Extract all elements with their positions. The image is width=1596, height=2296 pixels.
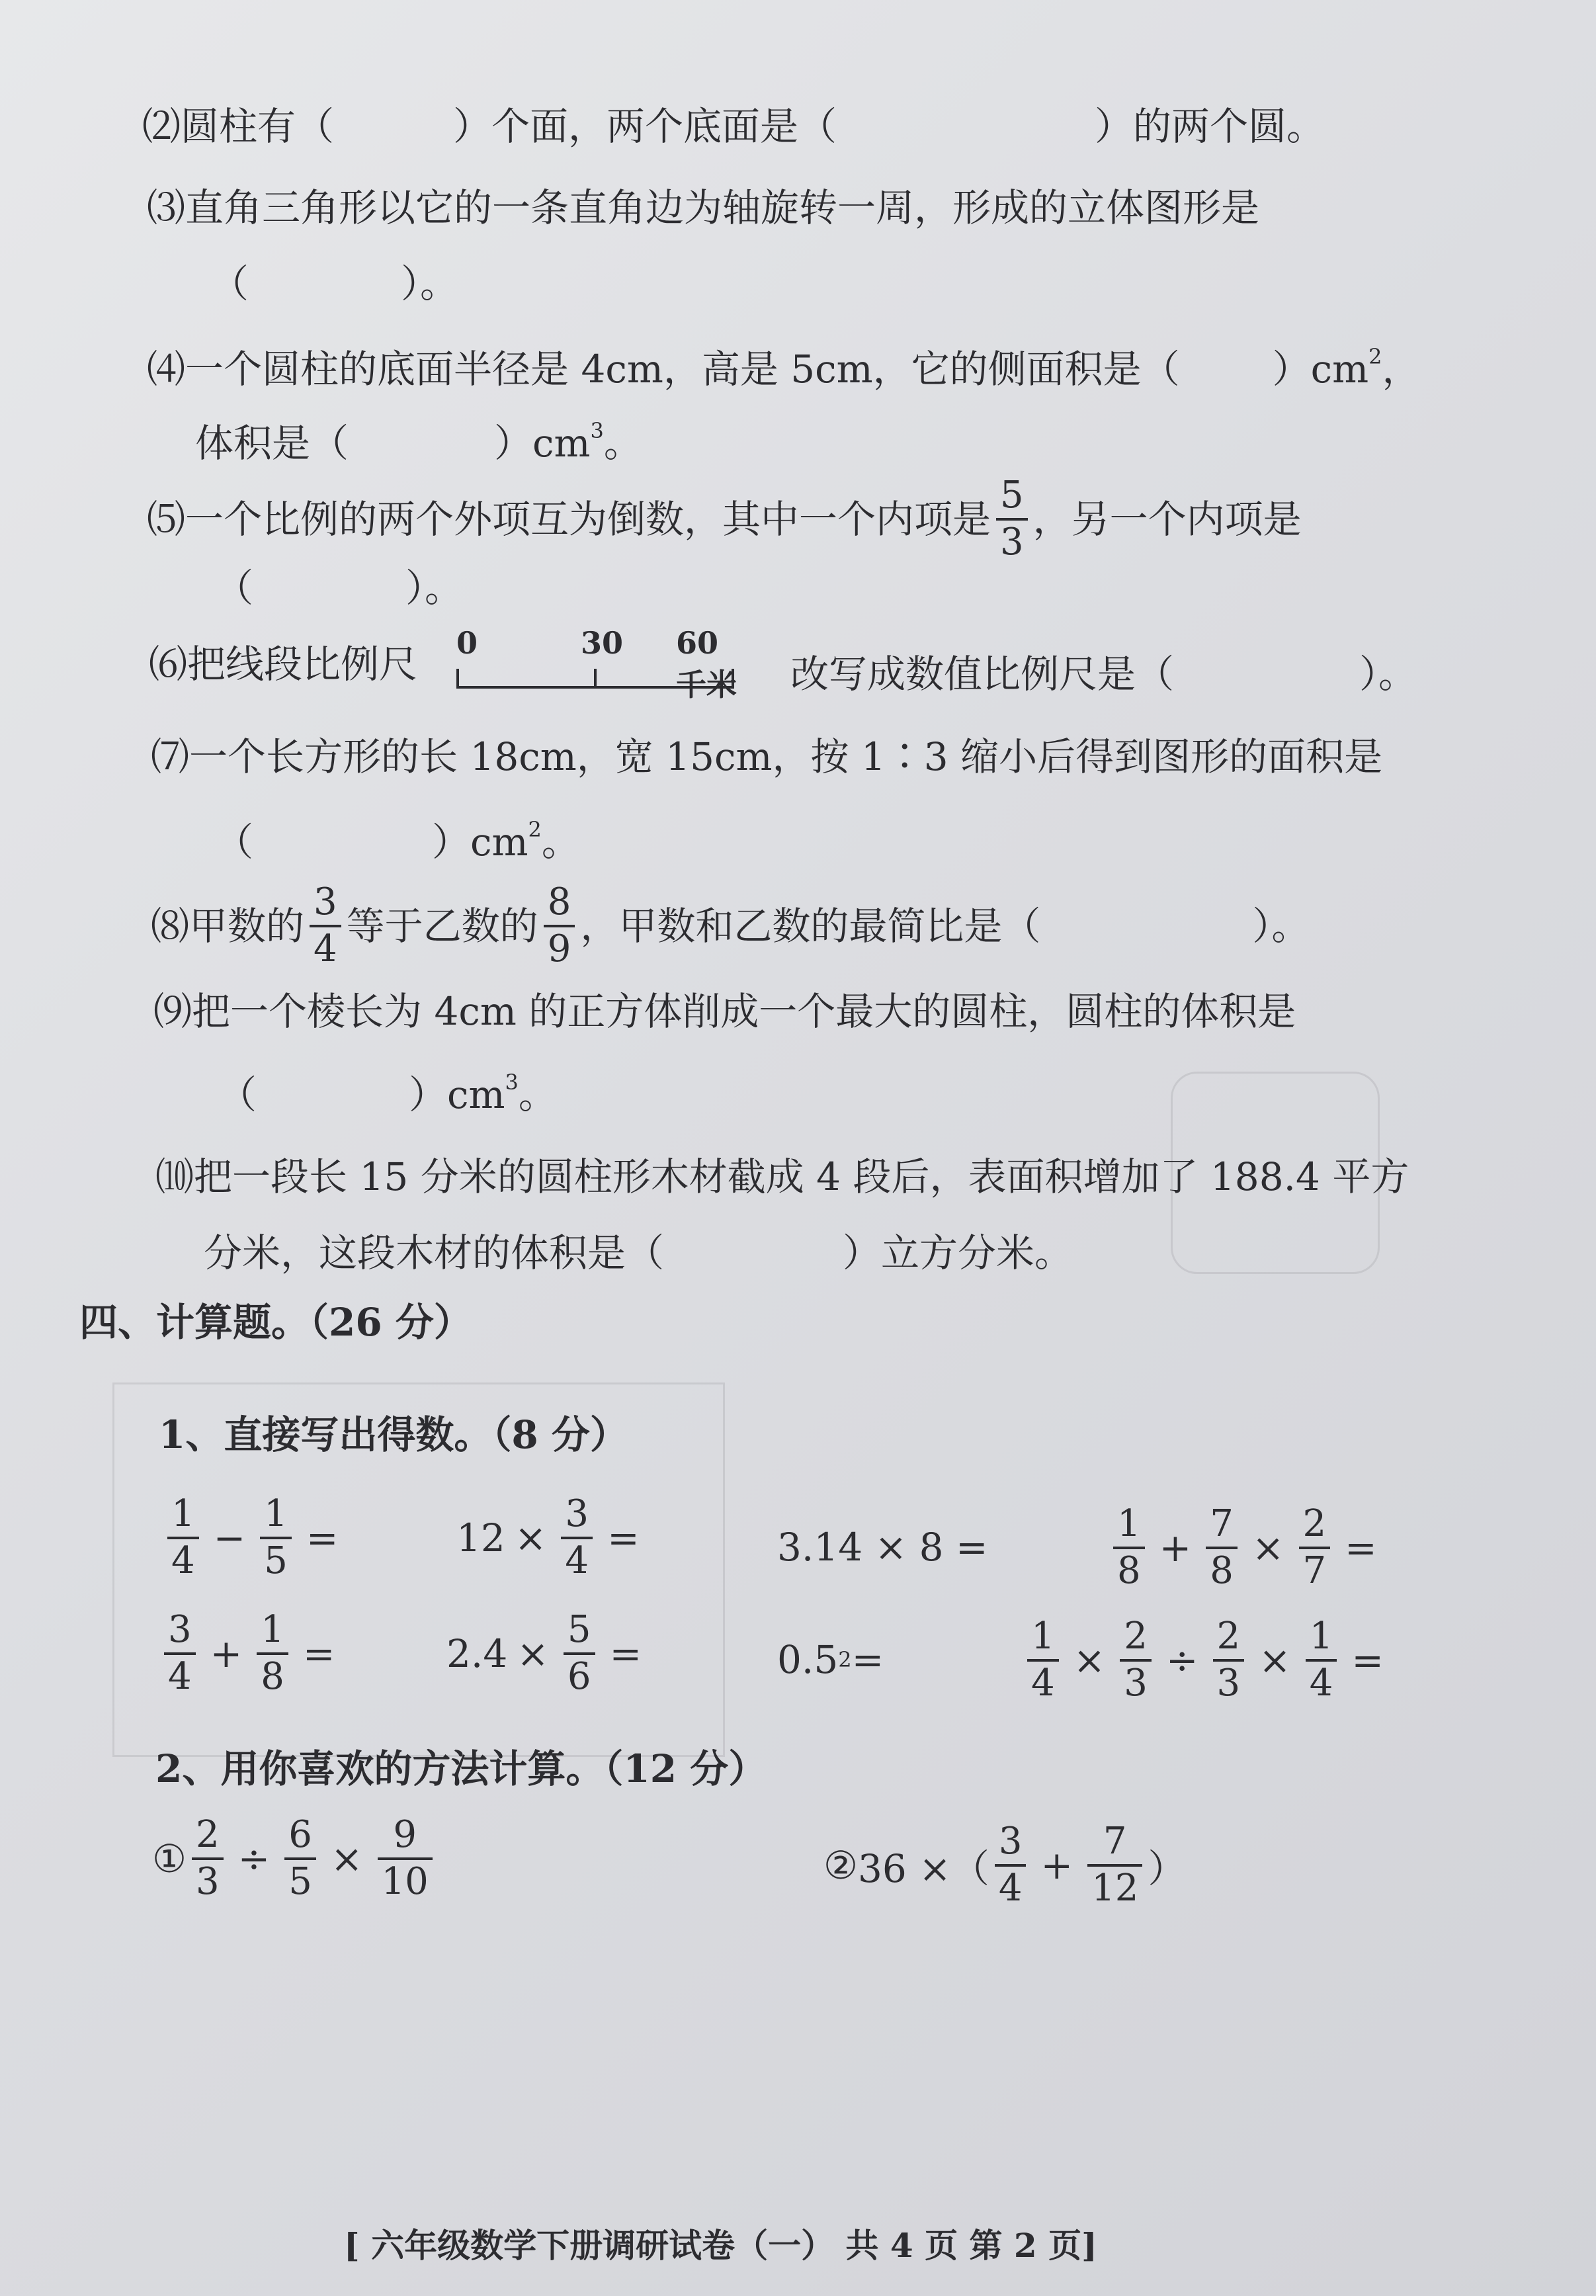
page-footer: [ 六年级数学下册调研试卷（一） 共 4 页 第 2 页]	[344, 2226, 1097, 2265]
question-8: ⑻ 甲数的 $\frac{3}{4}$ 等于乙数的 $\frac{8}{9}$ ，甲数和乙数的最简比是（ ）。	[151, 880, 1310, 970]
question-7-answer-line: （ ）$cm^2$。	[215, 817, 580, 865]
calc-3: 3.14 × 8 =	[777, 1525, 988, 1570]
scale-label-30: 30	[581, 625, 624, 661]
calc-2: 12 × $\frac{3}{4}$ =	[456, 1492, 640, 1582]
question-7: ⑺一个长方形的长 18cm，宽 15cm，按 1∶3 缩小后得到图形的面积是	[151, 734, 1383, 779]
calc-1: $\frac{1}{4}$ − $\frac{1}{5}$ =	[162, 1495, 348, 1581]
scale-tick-60	[732, 669, 734, 687]
fraction-3-4: $\frac{3}{4}$	[310, 883, 341, 969]
question-9-answer-line: （ ）$cm^3$。	[218, 1070, 557, 1117]
line-scale-diagram	[456, 625, 741, 702]
question-10-line2: 分米，这段木材的体积是（ ）立方分米。	[204, 1230, 1073, 1275]
question-3: ⑶直角三角形以它的一条直角边为轴旋转一周，形成的立体图形是	[147, 185, 1260, 230]
question-4: ⑷一个圆柱的底面半径是 4cm，高是 5cm，它的侧面积是（ ）$cm^2$，	[147, 344, 1421, 392]
calc-problem-1: ① $\frac{2}{3}$ ÷ $\frac{6}{5}$ × $\frac{9}{10}$	[152, 1816, 438, 1902]
calc-7: 0.5 2 =	[777, 1637, 884, 1682]
scale-tick-30	[594, 669, 597, 687]
question-4-line2: 体积是（ ）$cm^3$。	[195, 418, 642, 466]
scale-tick-0	[456, 669, 459, 687]
calc-problem-2: ② 36 ×（ $\frac{3}{4}$ + $\frac{7}{12}$ ）	[823, 1820, 1187, 1910]
scale-label-0: 0	[456, 625, 478, 661]
scale-label-60: 60 千米	[676, 625, 737, 702]
question-2: ⑵圆柱有（ ）个面，两个底面是（ ）的两个圆。	[142, 104, 1325, 149]
scale-line	[456, 686, 734, 689]
calc-6: 2.4 × $\frac{5}{6}$ =	[446, 1608, 642, 1698]
question-5: ⑸ 一个比例的两个外项互为倒数，其中一个内项是 $\frac{5}{3}$ ，另一个内项是	[147, 474, 1302, 564]
calc-5: $\frac{3}{4}$ + $\frac{1}{8}$ =	[159, 1611, 345, 1697]
question-3-answer-line: （ ）。	[210, 261, 459, 306]
fraction-8-9: $\frac{8}{9}$	[544, 883, 575, 969]
part-2-title: 2、用你喜欢的方法计算。（12 分）	[155, 1746, 767, 1791]
fraction-5-3: $\frac{5}{3}$	[996, 476, 1028, 562]
section-4-title: 四、计算题。（26 分）	[79, 1300, 472, 1345]
question-10: ⑽把一段长 15 分米的圆柱形木材截成 4 段后，表面积增加了 188.4 平方	[155, 1154, 1409, 1199]
calc-4: $\frac{1}{8}$ + $\frac{7}{8}$ × $\frac{2}{7}$ =	[1108, 1505, 1386, 1591]
part-1-title: 1、直接写出得数。（8 分）	[159, 1412, 628, 1457]
question-6-lead: ⑹把线段比例尺	[149, 642, 418, 687]
calc-8: $\frac{1}{4}$ × $\frac{2}{3}$ ÷ $\frac{2}{3}$ × $\frac{1}{4}$ =	[1022, 1617, 1393, 1703]
question-6-tail: 改写成数值比例尺是（ ）。	[790, 652, 1417, 697]
question-9: ⑼把一个棱长为 4cm 的正方体削成一个最大的圆柱，圆柱的体积是	[153, 989, 1296, 1034]
question-5-answer-line: （ ）。	[215, 566, 464, 611]
